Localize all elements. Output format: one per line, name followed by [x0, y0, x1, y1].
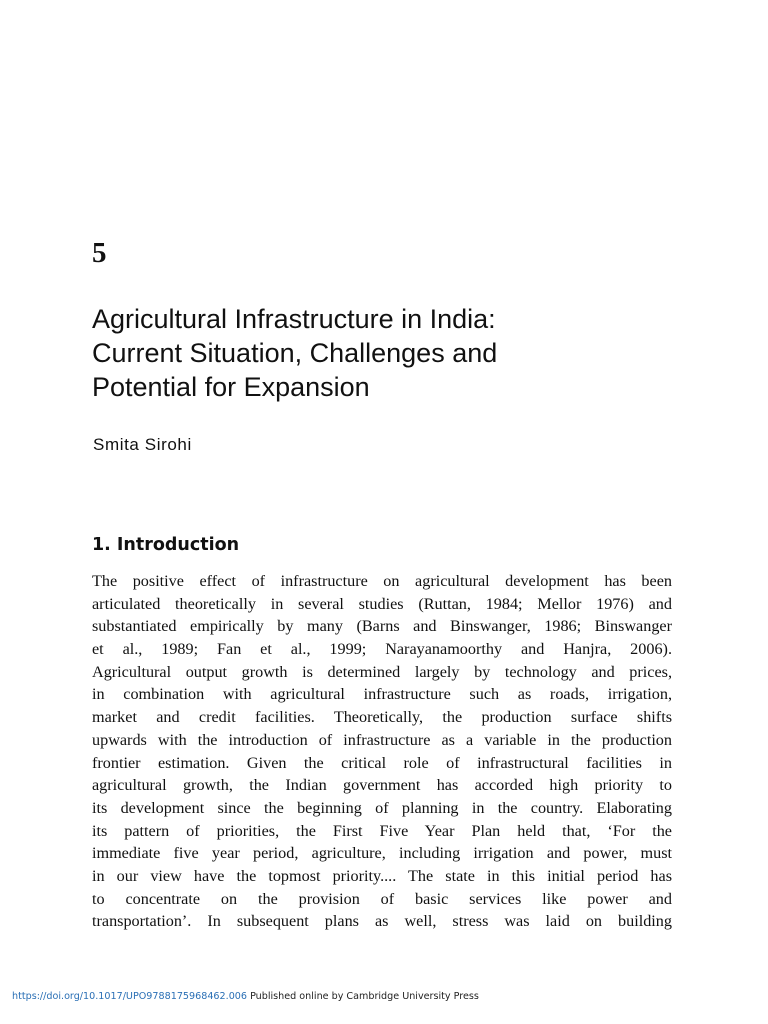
body-paragraph: [92, 570, 672, 933]
paragraph-line: its pattern of priorities, the First Five Year Plan held that, ‘For the: [92, 821, 672, 840]
paragraph-line: transportation’. In subsequent plans as well, stress was laid on building: [92, 912, 672, 931]
chapter-title-line: Potential for Expansion: [92, 372, 370, 402]
author-name: Smita Sirohi: [93, 435, 192, 454]
paragraph-line: upwards with the introduction of infrastructure as a variable in the production: [92, 730, 672, 749]
paragraph-line: to concentrate on the provision of basic services like power and: [92, 889, 672, 908]
paragraph-line: agricultural growth, the Indian government has accorded high priority to: [92, 776, 672, 795]
section-heading: 1. Introduction: [92, 535, 240, 555]
paragraph-line: in our view have the topmost priority.... The state in this initial period has: [92, 866, 672, 885]
footer-citation: [12, 990, 479, 1004]
paragraph-line: its development since the beginning of planning in the country. Elaborating: [92, 798, 672, 817]
paragraph-line: articulated theoretically in several studies (Ruttan, 1984; Mellor 1976) and: [92, 594, 672, 613]
paragraph-line: Agricultural output growth is determined largely by technology and prices,: [92, 662, 672, 681]
chapter-title: [92, 302, 692, 404]
chapter-number: 5: [92, 237, 107, 269]
doi-link[interactable]: https://doi.org/10.1017/UPO9788175968462.006: [12, 991, 248, 1002]
paragraph-line: market and credit facilities. Theoretically, the production surface shifts: [92, 708, 672, 727]
chapter-title-line: Current Situation, Challenges and: [92, 338, 498, 368]
paragraph-line: substantiated empirically by many (Barns and Binswanger, 1986; Binswanger: [92, 617, 672, 636]
paragraph-line: The positive effect of infrastructure on agricultural development has been: [92, 572, 672, 590]
paragraph-line: in combination with agricultural infrastructure such as roads, irrigation,: [92, 685, 672, 704]
paragraph-line: et al., 1989; Fan et al., 1999; Narayanamoorthy and Hanjra, 2006).: [92, 640, 672, 659]
paragraph-line: immediate five year period, agriculture, including irrigation and power, must: [92, 844, 672, 863]
footer-publisher-text: Published online by Cambridge University Press: [247, 991, 479, 1002]
chapter-title-line: Agricultural Infrastructure in India:: [92, 304, 496, 334]
paragraph-line: frontier estimation. Given the critical role of infrastructural facilities in: [92, 753, 672, 772]
